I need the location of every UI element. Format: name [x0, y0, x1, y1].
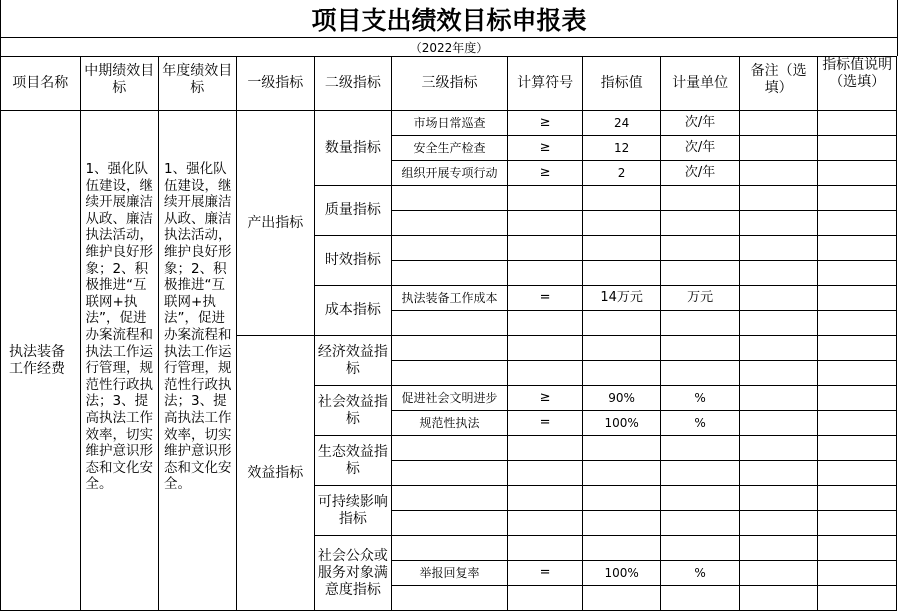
- header-cell: 指标值说明（选填）: [818, 57, 897, 111]
- remark-cell: [739, 461, 818, 486]
- unit: [661, 211, 740, 236]
- fiscal-year: （2022年度）: [409, 40, 489, 55]
- target-value: 100%: [582, 561, 661, 586]
- level2-cost: 成本指标: [315, 286, 392, 336]
- project-name: 执法装备工作经费: [1, 111, 81, 611]
- header-cell: 中期绩效目标: [80, 57, 159, 111]
- header-cell: 三级指标: [391, 57, 508, 111]
- level3-name: 组织开展专项行动: [391, 161, 508, 186]
- target-value: 14万元: [582, 286, 661, 311]
- target-value: [582, 486, 661, 511]
- calc-symbol: ≥: [508, 386, 582, 411]
- target-value: [582, 261, 661, 286]
- remark-cell: [739, 286, 818, 311]
- header-cell: 计量单位: [661, 57, 740, 111]
- level1-output: 产出指标: [236, 111, 315, 336]
- level3-name: [391, 236, 508, 261]
- unit: 万元: [661, 286, 740, 311]
- remark-cell: [739, 361, 818, 386]
- level3-name: 执法装备工作成本: [391, 286, 508, 311]
- target-value: [582, 211, 661, 236]
- level3-name: [391, 536, 508, 561]
- target-value: [582, 461, 661, 486]
- remark-cell: [739, 161, 818, 186]
- calc-symbol: [508, 236, 582, 261]
- unit: 次/年: [661, 136, 740, 161]
- table-row: [1, 111, 897, 136]
- level3-name: [391, 361, 508, 386]
- calc-symbol: [508, 586, 582, 611]
- calc-symbol: [508, 211, 582, 236]
- calc-symbol: ≥: [508, 161, 582, 186]
- target-value: 12: [582, 136, 661, 161]
- unit: %: [661, 411, 740, 436]
- unit: %: [661, 386, 740, 411]
- divider: [0, 0, 1, 56]
- unit: [661, 461, 740, 486]
- remark-cell: [739, 186, 818, 211]
- target-value: [582, 536, 661, 561]
- header-cell: 计算符号: [508, 57, 582, 111]
- target-value: [582, 586, 661, 611]
- value-note-cell: [818, 236, 897, 261]
- remark-cell: [739, 311, 818, 336]
- calc-symbol: =: [508, 411, 582, 436]
- value-note-cell: [818, 461, 897, 486]
- level2-social: 社会效益指标: [315, 386, 392, 436]
- level3-name: [391, 186, 508, 211]
- unit: [661, 236, 740, 261]
- value-note-cell: [818, 511, 897, 536]
- header-cell: 年度绩效目标: [159, 57, 237, 111]
- target-value: 24: [582, 111, 661, 136]
- target-value: [582, 236, 661, 261]
- divider: [0, 37, 898, 38]
- remark-cell: [739, 586, 818, 611]
- annual-goal: 1、强化队伍建设，继续开展廉洁从政、廉洁执法活动，维护良好形象；2、积极推进“互联网+执法”，促进办案流程和执法工作运行管理，规范性行政执法；3、提高执法工作效率，切实维护意识形态和文化安全。: [159, 111, 237, 611]
- value-note-cell: [818, 561, 897, 586]
- calc-symbol: =: [508, 561, 582, 586]
- unit: 次/年: [661, 111, 740, 136]
- header-cell: 一级指标: [236, 57, 315, 111]
- remark-cell: [739, 486, 818, 511]
- target-value: 2: [582, 161, 661, 186]
- level3-name: 安全生产检查: [391, 136, 508, 161]
- target-value: [582, 361, 661, 386]
- value-note-cell: [818, 486, 897, 511]
- unit: [661, 486, 740, 511]
- remark-cell: [739, 136, 818, 161]
- unit: %: [661, 561, 740, 586]
- value-note-cell: [818, 336, 897, 361]
- target-value: [582, 511, 661, 536]
- level3-name: [391, 461, 508, 486]
- table-header-row: [1, 57, 897, 111]
- level3-name: [391, 261, 508, 286]
- header-cell: 指标值: [582, 57, 661, 111]
- value-note-cell: [818, 536, 897, 561]
- level2-timeliness: 时效指标: [315, 236, 392, 286]
- remark-cell: [739, 561, 818, 586]
- value-note-cell: [818, 586, 897, 611]
- calc-symbol: ≥: [508, 136, 582, 161]
- calc-symbol: ≥: [508, 111, 582, 136]
- level2-sustainable: 可持续影响指标: [315, 486, 392, 536]
- value-note-cell: [818, 361, 897, 386]
- performance-target-table: [0, 56, 897, 611]
- page-title: 项目支出绩效目标申报表: [311, 6, 587, 35]
- unit: [661, 311, 740, 336]
- value-note-cell: [818, 136, 897, 161]
- level3-name: [391, 586, 508, 611]
- remark-cell: [739, 261, 818, 286]
- calc-symbol: [508, 486, 582, 511]
- calc-symbol: [508, 261, 582, 286]
- level1-benefit: 效益指标: [236, 336, 315, 611]
- value-note-cell: [818, 186, 897, 211]
- unit: [661, 436, 740, 461]
- value-note-cell: [818, 111, 897, 136]
- level3-name: 促进社会文明进步: [391, 386, 508, 411]
- level3-name: [391, 211, 508, 236]
- value-note-cell: [818, 286, 897, 311]
- level2-quality: 质量指标: [315, 186, 392, 236]
- target-value: [582, 436, 661, 461]
- remark-cell: [739, 411, 818, 436]
- unit: [661, 511, 740, 536]
- target-value: [582, 336, 661, 361]
- target-value: [582, 311, 661, 336]
- unit: [661, 361, 740, 386]
- remark-cell: [739, 211, 818, 236]
- level3-name: 规范性执法: [391, 411, 508, 436]
- value-note-cell: [818, 386, 897, 411]
- value-note-cell: [818, 261, 897, 286]
- value-note-cell: [818, 211, 897, 236]
- level3-name: 市场日常巡查: [391, 111, 508, 136]
- remark-cell: [739, 511, 818, 536]
- target-value: 100%: [582, 411, 661, 436]
- target-value: 90%: [582, 386, 661, 411]
- level3-name: 举报回复率: [391, 561, 508, 586]
- level2-satisfaction: 社会公众或服务对象满意度指标: [315, 536, 392, 611]
- level2-ecological: 生态效益指标: [315, 436, 392, 486]
- unit: [661, 186, 740, 211]
- level3-name: [391, 336, 508, 361]
- mid-term-goal: 1、强化队伍建设，继续开展廉洁从政、廉洁执法活动，维护良好形象；2、积极推进“互联网+执法”，促进办案流程和执法工作运行管理，规范性行政执法；3、提高执法工作效率，切实维护意识形态和文化安全。: [80, 111, 159, 611]
- calc-symbol: [508, 336, 582, 361]
- value-note-cell: [818, 161, 897, 186]
- remark-cell: [739, 236, 818, 261]
- calc-symbol: [508, 186, 582, 211]
- header-cell: 备注（选填）: [739, 57, 818, 111]
- level2-economic: 经济效益指标: [315, 336, 392, 386]
- calc-symbol: [508, 311, 582, 336]
- level2-quantity: 数量指标: [315, 111, 392, 186]
- calc-symbol: [508, 436, 582, 461]
- calc-symbol: [508, 361, 582, 386]
- value-note-cell: [818, 436, 897, 461]
- level3-name: [391, 486, 508, 511]
- calc-symbol: =: [508, 286, 582, 311]
- remark-cell: [739, 336, 818, 361]
- calc-symbol: [508, 461, 582, 486]
- level3-name: [391, 311, 508, 336]
- level3-name: [391, 511, 508, 536]
- unit: [661, 586, 740, 611]
- level3-name: [391, 436, 508, 461]
- calc-symbol: [508, 511, 582, 536]
- target-value: [582, 186, 661, 211]
- value-note-cell: [818, 311, 897, 336]
- value-note-cell: [818, 411, 897, 436]
- unit: 次/年: [661, 161, 740, 186]
- remark-cell: [739, 536, 818, 561]
- remark-cell: [739, 386, 818, 411]
- unit: [661, 536, 740, 561]
- remark-cell: [739, 436, 818, 461]
- header-cell: 项目名称: [1, 57, 81, 111]
- header-cell: 二级指标: [315, 57, 392, 111]
- unit: [661, 261, 740, 286]
- remark-cell: [739, 111, 818, 136]
- calc-symbol: [508, 536, 582, 561]
- unit: [661, 336, 740, 361]
